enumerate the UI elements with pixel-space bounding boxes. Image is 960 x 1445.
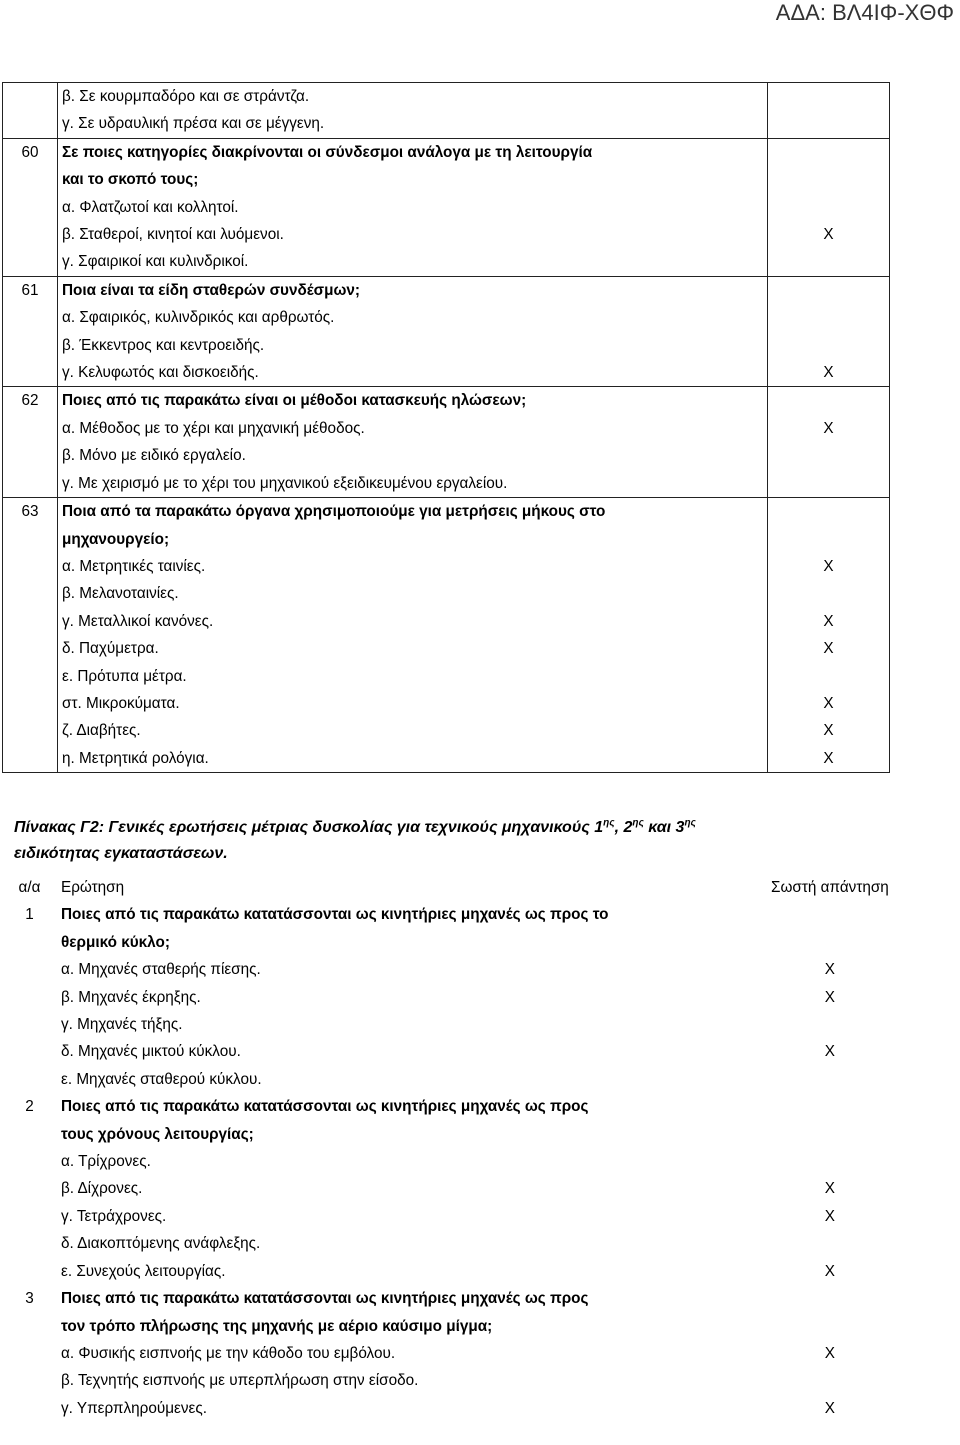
caption-sup-3: ης — [684, 817, 696, 829]
option-text: δ. Μηχανές μικτού κύκλου. — [61, 1043, 241, 1061]
option-row — [2, 1038, 893, 1065]
option-text: δ. Παχύμετρα. — [58, 635, 768, 662]
question-number — [3, 248, 58, 276]
question-number: 2 — [25, 1098, 34, 1116]
question-number — [2, 1258, 57, 1285]
option-row — [2, 1175, 893, 1202]
option-row — [3, 580, 890, 607]
option-text: γ. Κελυφωτός και δισκοειδής. — [58, 359, 768, 387]
question-number — [2, 1367, 57, 1394]
correct-answer-mark: X — [824, 1262, 835, 1280]
option-row — [3, 110, 890, 138]
correct-answer-mark — [768, 166, 890, 193]
question-number — [3, 166, 58, 193]
question-number — [2, 1340, 57, 1367]
option-row — [2, 956, 893, 983]
correct-answer-mark: X — [824, 1207, 835, 1225]
question-text: Ποιες από τις παρακάτω κατατάσσονται ως κινητήριες μηχανές ως προς — [61, 1290, 589, 1308]
question-number: 3 — [25, 1290, 34, 1308]
option-row — [3, 663, 890, 690]
table-header-row — [2, 874, 893, 901]
option-row — [3, 248, 890, 276]
question-number — [3, 442, 58, 469]
question-number — [3, 415, 58, 442]
question-number — [3, 690, 58, 717]
question-text: Σε ποιες κατηγορίες διακρίνονται οι σύνδεσμοι ανάλογα με τη λειτουργία — [58, 138, 768, 166]
question-number — [3, 663, 58, 690]
correct-answer-mark — [767, 1121, 893, 1148]
question-number — [3, 608, 58, 635]
option-row — [3, 332, 890, 359]
correct-answer-mark: X — [824, 988, 835, 1006]
header-question: Ερώτηση — [61, 879, 125, 896]
option-text: α. Μέθοδος με το χέρι και μηχανική μέθοδος. — [58, 415, 768, 442]
question-row — [2, 1313, 893, 1340]
option-row — [3, 608, 890, 635]
option-row — [3, 553, 890, 580]
question-text: Ποια από τα παρακάτω όργανα χρησιμοποιούμε για μετρήσεις μήκους στο — [58, 498, 768, 526]
question-number — [3, 83, 58, 111]
question-text: μηχανουργείο; — [58, 526, 768, 553]
correct-answer-mark — [768, 138, 890, 166]
question-row — [2, 1093, 893, 1120]
document-code: ΑΔΑ: ΒΛ4ΙΦ-ΧΘΦ — [775, 0, 954, 25]
correct-answer-mark — [768, 110, 890, 138]
option-text: β. Έκκεντρος και κεντροειδής. — [58, 332, 768, 359]
question-row — [2, 1121, 893, 1148]
question-number — [3, 221, 58, 248]
option-row — [2, 1066, 893, 1093]
question-number: 1 — [25, 906, 34, 924]
option-row — [2, 1258, 893, 1285]
correct-answer-mark — [768, 194, 890, 221]
option-text: γ. Μεταλλικοί κανόνες. — [58, 608, 768, 635]
question-number — [3, 745, 58, 773]
question-number — [3, 304, 58, 331]
questions-table-part2 — [2, 874, 893, 1422]
question-number — [3, 194, 58, 221]
option-text: ε. Συνεχούς λειτουργίας. — [61, 1262, 226, 1280]
question-number — [3, 717, 58, 744]
question-number — [3, 332, 58, 359]
correct-answer-mark: X — [768, 221, 890, 248]
option-text: γ. Μηχανές τήξης. — [61, 1016, 183, 1034]
correct-answer-mark: X — [768, 717, 890, 744]
question-text: Ποιες από τις παρακάτω κατατάσσονται ως κινητήριες μηχανές ως προς — [61, 1098, 589, 1116]
option-row — [3, 717, 890, 744]
option-text: ε. Πρότυπα μέτρα. — [58, 663, 768, 690]
correct-answer-mark — [768, 304, 890, 331]
correct-answer-mark: X — [768, 690, 890, 717]
question-number — [3, 110, 58, 138]
correct-answer-mark — [767, 901, 893, 928]
option-text: γ. Σε υδραυλική πρέσα και σε μέγγενη. — [58, 110, 768, 138]
option-text: η. Μετρητικά ρολόγια. — [58, 745, 768, 773]
question-text: Ποιες από τις παρακάτω είναι οι μέθοδοι κατασκευής ηλώσεων; — [58, 387, 768, 415]
option-row — [3, 690, 890, 717]
question-number: 63 — [3, 498, 58, 526]
question-text: και το σκοπό τους; — [58, 166, 768, 193]
correct-answer-mark — [767, 929, 893, 956]
question-number — [2, 1313, 57, 1340]
question-row — [3, 138, 890, 166]
table-caption — [14, 815, 882, 867]
option-text: β. Μηχανές έκρηξης. — [61, 988, 201, 1006]
option-row — [2, 984, 893, 1011]
question-number — [3, 580, 58, 607]
option-row — [3, 470, 890, 498]
question-number — [2, 1175, 57, 1202]
correct-answer-mark — [767, 1285, 893, 1312]
correct-answer-mark: X — [824, 1180, 835, 1198]
correct-answer-mark — [767, 1011, 893, 1038]
correct-answer-mark: X — [768, 608, 890, 635]
option-row — [2, 1230, 893, 1257]
option-row — [3, 304, 890, 331]
correct-answer-mark — [767, 1066, 893, 1093]
question-row — [2, 929, 893, 956]
question-row — [3, 276, 890, 304]
option-text: γ. Υπερπληρούμενες. — [61, 1399, 207, 1417]
correct-answer-mark — [768, 498, 890, 526]
option-text: ε. Μηχανές σταθερού κύκλου. — [61, 1070, 262, 1088]
correct-answer-mark — [768, 387, 890, 415]
correct-answer-mark — [768, 83, 890, 111]
correct-answer-mark — [768, 580, 890, 607]
question-text: τον τρόπο πλήρωσης της μηχανής με αέριο καύσιμο μίγμα; — [61, 1317, 493, 1335]
option-text: α. Τρίχρονες. — [61, 1153, 151, 1171]
option-row — [3, 415, 890, 442]
correct-answer-mark — [767, 1148, 893, 1175]
option-row — [2, 1367, 893, 1394]
correct-answer-mark — [768, 470, 890, 498]
question-number — [2, 1121, 57, 1148]
option-text: δ. Διακοπτόμενης ανάφλεξης. — [61, 1235, 261, 1253]
question-number: 61 — [3, 276, 58, 304]
correct-answer-mark: X — [824, 1399, 835, 1417]
correct-answer-mark: X — [824, 961, 835, 979]
correct-answer-mark: X — [768, 635, 890, 662]
correct-answer-mark — [768, 332, 890, 359]
question-text: Ποια είναι τα είδη σταθερών συνδέσμων; — [58, 276, 768, 304]
option-text: β. Σταθεροί, κινητοί και λυόμενοι. — [58, 221, 768, 248]
option-text: α. Φυσικής εισπνοής με την κάθοδο του εμβόλου. — [61, 1344, 396, 1362]
caption-text-2: , 2 — [614, 819, 633, 836]
correct-answer-mark — [768, 442, 890, 469]
option-text: β. Μελανοταινίες. — [58, 580, 768, 607]
option-row — [3, 635, 890, 662]
question-number — [3, 470, 58, 498]
question-row — [3, 166, 890, 193]
option-row — [3, 221, 890, 248]
question-number — [2, 1066, 57, 1093]
option-text: β. Σε κουρμπαδόρο και σε στράντζα. — [58, 83, 768, 111]
caption-text-3: και 3 — [643, 819, 685, 836]
correct-answer-mark — [767, 1093, 893, 1120]
question-number — [2, 984, 57, 1011]
header-num: α/α — [18, 879, 41, 896]
question-row — [2, 1285, 893, 1312]
option-text: α. Μηχανές σταθερής πίεσης. — [61, 961, 261, 979]
correct-answer-mark: X — [768, 553, 890, 580]
correct-answer-mark — [767, 1313, 893, 1340]
option-row — [2, 1011, 893, 1038]
caption-sup-1: ης — [603, 817, 615, 829]
question-number: 62 — [3, 387, 58, 415]
correct-answer-mark — [767, 1367, 893, 1394]
option-text: στ. Μικροκύματα. — [58, 690, 768, 717]
question-number — [3, 553, 58, 580]
option-row — [2, 1395, 893, 1422]
questions-table-part1 — [2, 82, 890, 773]
question-text: θερμικό κύκλο; — [61, 933, 170, 951]
question-text: τους χρόνους λειτουργίας; — [61, 1125, 254, 1143]
caption-text-4: ειδικότητας εγκαταστάσεων. — [14, 845, 228, 862]
correct-answer-mark: X — [824, 1344, 835, 1362]
correct-answer-mark — [768, 526, 890, 553]
option-text: ζ. Διαβήτες. — [58, 717, 768, 744]
question-text: Ποιες από τις παρακάτω κατατάσσονται ως κινητήριες μηχανές ως προς το — [61, 906, 609, 924]
question-row — [3, 526, 890, 553]
correct-answer-mark: X — [824, 1043, 835, 1061]
question-number — [3, 359, 58, 387]
correct-answer-mark — [768, 248, 890, 276]
question-number — [2, 1148, 57, 1175]
option-text: α. Φλατζωτοί και κολλητοί. — [58, 194, 768, 221]
caption-sup-2: ης — [632, 817, 644, 829]
option-row — [3, 83, 890, 111]
question-number — [3, 635, 58, 662]
option-text: α. Σφαιρικός, κυλινδρικός και αρθρωτός. — [58, 304, 768, 331]
question-number — [2, 929, 57, 956]
caption-text-1: Πίνακας Γ2: Γενικές ερωτήσεις μέτριας δυσκολίας για τεχνικούς μηχανικούς 1 — [14, 819, 604, 836]
option-row — [2, 1148, 893, 1175]
correct-answer-mark: X — [768, 745, 890, 773]
option-text: γ. Με χειρισμό με το χέρι του μηχανικού εξειδικευμένου εργαλείου. — [58, 470, 768, 498]
option-row — [2, 1203, 893, 1230]
question-number — [2, 1203, 57, 1230]
option-text: β. Μόνο με ειδικό εργαλείο. — [58, 442, 768, 469]
option-text: γ. Τετράχρονες. — [61, 1207, 167, 1225]
question-number — [2, 1011, 57, 1038]
question-row — [3, 387, 890, 415]
question-number — [2, 1230, 57, 1257]
question-row — [2, 901, 893, 928]
correct-answer-mark — [767, 1230, 893, 1257]
option-text: β. Τεχνητής εισπνοής με υπερπλήρωση στην είσοδο. — [61, 1372, 419, 1390]
option-row — [3, 359, 890, 387]
option-text: α. Μετρητικές ταινίες. — [58, 553, 768, 580]
header-answer: Σωστή απάντηση — [771, 879, 889, 896]
correct-answer-mark: X — [768, 415, 890, 442]
option-row — [3, 745, 890, 773]
question-number — [2, 956, 57, 983]
option-row — [3, 442, 890, 469]
question-number: 60 — [3, 138, 58, 166]
option-text: γ. Σφαιρικοί και κυλινδρικοί. — [58, 248, 768, 276]
question-number — [2, 1038, 57, 1065]
question-row — [3, 498, 890, 526]
question-number — [3, 526, 58, 553]
correct-answer-mark — [768, 663, 890, 690]
correct-answer-mark — [768, 276, 890, 304]
correct-answer-mark: X — [768, 359, 890, 387]
question-number — [2, 1395, 57, 1422]
option-text: β. Δίχρονες. — [61, 1180, 143, 1198]
option-row — [2, 1340, 893, 1367]
option-row — [3, 194, 890, 221]
